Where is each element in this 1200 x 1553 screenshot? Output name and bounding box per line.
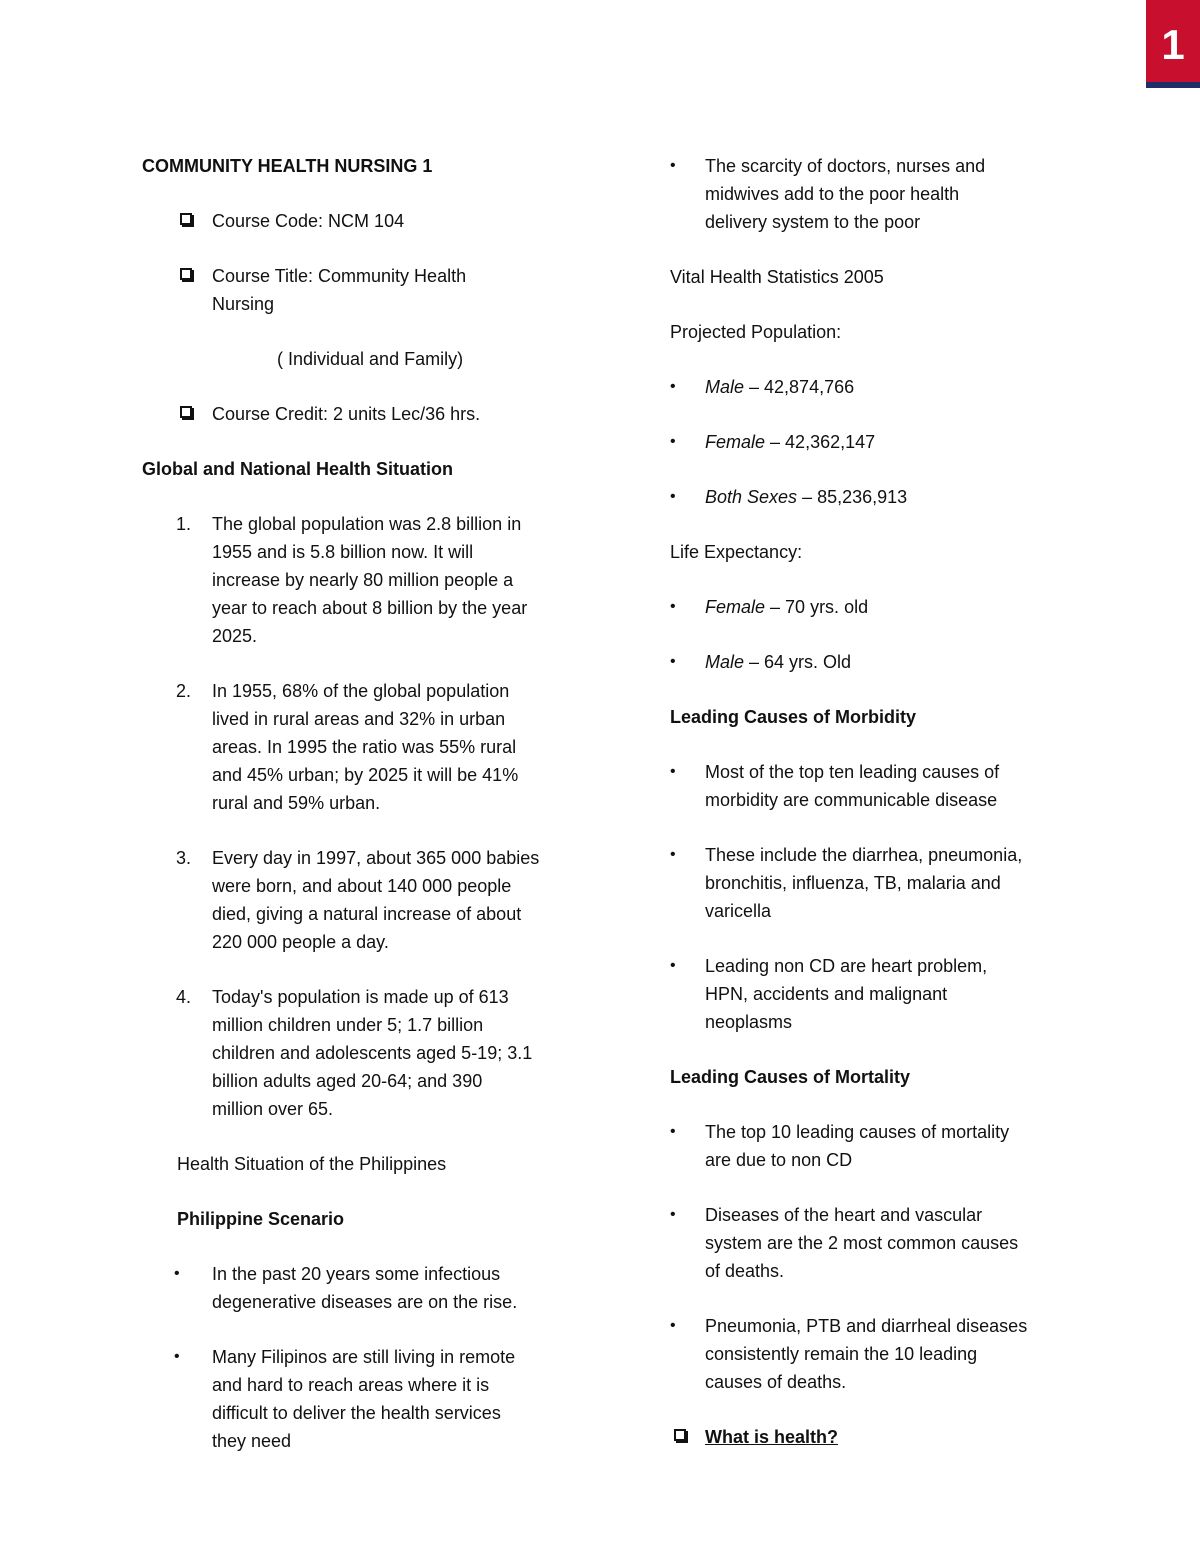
life-expectancy-list bbox=[670, 593, 1070, 676]
bullet-item bbox=[670, 1201, 1070, 1285]
bullet-text-line: degenerative diseases are on the rise. bbox=[212, 1292, 518, 1312]
item-number: 2. bbox=[176, 681, 192, 701]
item-text-line: million over 65. bbox=[212, 1099, 334, 1119]
course-credit-item bbox=[142, 400, 582, 428]
bullet-text-line: system are the 2 most common causes bbox=[705, 1233, 1019, 1253]
item-text-line: billion adults aged 20-64; and 390 bbox=[212, 1071, 483, 1091]
item-text-line: areas. In 1995 the ratio was 55% rural bbox=[212, 737, 517, 757]
course-title-line-1: Course Title: Community Health bbox=[212, 266, 467, 286]
numbered-list bbox=[142, 510, 582, 1123]
bullet-icon: • bbox=[670, 653, 676, 670]
stat-line bbox=[705, 428, 1070, 456]
bullet-text-line: and hard to reach areas where it is bbox=[212, 1375, 490, 1395]
bullet-text-line: Many Filipinos are still living in remote bbox=[212, 1347, 516, 1367]
stat-value: – 42,362,147 bbox=[765, 432, 876, 452]
bullet-text-line: The top 10 leading causes of mortality bbox=[705, 1122, 1010, 1142]
bullet-item bbox=[142, 1260, 582, 1316]
stat-label: Female bbox=[705, 432, 766, 452]
item-text-line: million children under 5; 1.7 billion bbox=[212, 1015, 484, 1035]
bullet-text-line: In the past 20 years some infectious bbox=[212, 1264, 501, 1284]
item-text-line: were born, and about 140 000 people bbox=[212, 876, 512, 896]
bullet-text-line: causes of deaths. bbox=[705, 1372, 847, 1392]
bullet-text-line: neoplasms bbox=[705, 1012, 793, 1032]
bullet-text-line: are due to non CD bbox=[705, 1150, 853, 1170]
life-expectancy-heading: Life Expectancy: bbox=[670, 542, 803, 562]
morbidity-list bbox=[670, 758, 1070, 1036]
stat-value: – 70 yrs. old bbox=[765, 597, 869, 617]
item-text-line: Today's population is made up of 613 bbox=[212, 987, 509, 1007]
scarcity-line: delivery system to the poor bbox=[705, 212, 921, 232]
bullet-text-line: HPN, accidents and malignant bbox=[705, 984, 948, 1004]
bullet-text-line: consistently remain the 10 leading bbox=[705, 1344, 978, 1364]
item-text-line: increase by nearly 80 million people a bbox=[212, 570, 514, 590]
bullet-text-line: These include the diarrhea, pneumonia, bbox=[705, 845, 1023, 865]
bullet-text-line: Diseases of the heart and vascular bbox=[705, 1205, 983, 1225]
course-title-line-3: ( Individual and Family) bbox=[277, 349, 464, 369]
left-column bbox=[142, 152, 582, 1482]
stat-item bbox=[670, 483, 1070, 511]
scarcity-text bbox=[705, 152, 1070, 236]
philippine-bullet-list bbox=[142, 1260, 582, 1455]
stat-value: – 64 yrs. Old bbox=[744, 652, 852, 672]
mortality-heading: Leading Causes of Mortality bbox=[670, 1067, 911, 1087]
bullet-icon: • bbox=[670, 433, 676, 450]
course-title-item bbox=[142, 262, 582, 373]
checkbox-icon bbox=[180, 406, 192, 418]
course-code-item bbox=[142, 207, 582, 235]
item-text-line: children and adolescents aged 5-19; 3.1 bbox=[212, 1043, 533, 1063]
bullet-item bbox=[670, 952, 1070, 1036]
mortality-list bbox=[670, 1118, 1070, 1396]
stat-item bbox=[670, 428, 1070, 456]
stat-label: Both Sexes bbox=[705, 487, 798, 507]
bullet-icon: • bbox=[670, 598, 676, 615]
stat-label: Female bbox=[705, 597, 766, 617]
item-text-line: 2025. bbox=[212, 626, 258, 646]
scarcity-line: The scarcity of doctors, nurses and bbox=[705, 156, 986, 176]
page-number-badge: 1 bbox=[1146, 0, 1200, 88]
stat-line bbox=[705, 483, 1070, 511]
item-number: 4. bbox=[176, 987, 192, 1007]
bullet-text-line: morbidity are communicable disease bbox=[705, 790, 998, 810]
bullet-icon: • bbox=[174, 1348, 180, 1365]
stat-item bbox=[670, 373, 1070, 401]
bullet-text-line: varicella bbox=[705, 901, 772, 921]
bullet-icon: • bbox=[670, 1206, 676, 1223]
bullet-icon: • bbox=[670, 1123, 676, 1140]
item-text-line: Every day in 1997, about 365 000 babies bbox=[212, 848, 540, 868]
philippine-scenario-heading: Philippine Scenario bbox=[177, 1209, 345, 1229]
right-column bbox=[670, 152, 1070, 1451]
course-title-line-2: Nursing bbox=[212, 294, 275, 314]
item-text-line: The global population was 2.8 billion in bbox=[212, 514, 522, 534]
vital-stats-heading: Vital Health Statistics 2005 bbox=[670, 267, 884, 287]
bullet-text-line: Leading non CD are heart problem, bbox=[705, 956, 988, 976]
bullet-item bbox=[670, 758, 1070, 814]
bullet-text-line: they need bbox=[212, 1431, 292, 1451]
stat-item bbox=[670, 593, 1070, 621]
checkbox-icon bbox=[180, 268, 192, 280]
bullet-item bbox=[670, 1118, 1070, 1174]
bullet-icon: • bbox=[670, 488, 676, 505]
stat-item bbox=[670, 648, 1070, 676]
item-text-line: year to reach about 8 billion by the year bbox=[212, 598, 528, 618]
item-text-line: died, giving a natural increase of about bbox=[212, 904, 522, 924]
stat-label: Male bbox=[705, 377, 745, 397]
numbered-item bbox=[142, 677, 582, 817]
bullet-text-line: Most of the top ten leading causes of bbox=[705, 762, 1000, 782]
bullet-icon: • bbox=[670, 378, 676, 395]
stat-value: – 42,874,766 bbox=[744, 377, 855, 397]
item-text-line: lived in rural areas and 32% in urban bbox=[212, 709, 506, 729]
stat-label: Male bbox=[705, 652, 745, 672]
what-is-health-item bbox=[670, 1423, 1070, 1451]
what-is-health-link: What is health? bbox=[705, 1427, 839, 1447]
item-text-line: and 45% urban; by 2025 it will be 41% bbox=[212, 765, 519, 785]
stat-line bbox=[705, 648, 1070, 676]
population-list bbox=[670, 373, 1070, 511]
item-text-line: rural and 59% urban. bbox=[212, 793, 381, 813]
item-number: 3. bbox=[176, 848, 192, 868]
course-code: Course Code: NCM 104 bbox=[212, 211, 405, 231]
bullet-icon: • bbox=[670, 763, 676, 780]
bullet-icon: • bbox=[670, 1317, 676, 1334]
bullet-icon: • bbox=[174, 1265, 180, 1282]
stat-value: – 85,236,913 bbox=[797, 487, 908, 507]
scarcity-line: midwives add to the poor health bbox=[705, 184, 960, 204]
bullet-text-line: difficult to deliver the health services bbox=[212, 1403, 501, 1423]
item-text-line: 1955 and is 5.8 billion now. It will bbox=[212, 542, 474, 562]
scarcity-item bbox=[670, 152, 1070, 236]
bullet-text-line: of deaths. bbox=[705, 1261, 785, 1281]
bullet-text-line: Pneumonia, PTB and diarrheal diseases bbox=[705, 1316, 1028, 1336]
course-credit: Course Credit: 2 units Lec/36 hrs. bbox=[212, 404, 481, 424]
bullet-icon: • bbox=[670, 846, 676, 863]
checkbox-icon bbox=[180, 213, 192, 225]
item-text-line: 220 000 people a day. bbox=[212, 932, 389, 952]
morbidity-heading: Leading Causes of Morbidity bbox=[670, 707, 917, 727]
numbered-item bbox=[142, 844, 582, 956]
item-text-line: In 1955, 68% of the global population bbox=[212, 681, 510, 701]
section-heading-global: Global and National Health Situation bbox=[142, 459, 454, 479]
stat-line bbox=[705, 593, 1070, 621]
bullet-item bbox=[670, 1312, 1070, 1396]
bullet-item bbox=[670, 841, 1070, 925]
bullet-icon: • bbox=[670, 957, 676, 974]
bullet-icon: • bbox=[670, 157, 676, 174]
numbered-item bbox=[142, 510, 582, 650]
item-number: 1. bbox=[176, 514, 192, 534]
bullet-item bbox=[142, 1343, 582, 1455]
numbered-item bbox=[142, 983, 582, 1123]
stat-line bbox=[705, 373, 1070, 401]
health-situation-heading: Health Situation of the Philippines bbox=[177, 1154, 447, 1174]
bullet-text-line: bronchitis, influenza, TB, malaria and bbox=[705, 873, 1001, 893]
projected-population-heading: Projected Population: bbox=[670, 322, 842, 342]
document-title: COMMUNITY HEALTH NURSING 1 bbox=[142, 156, 433, 176]
checkbox-icon bbox=[674, 1429, 686, 1441]
